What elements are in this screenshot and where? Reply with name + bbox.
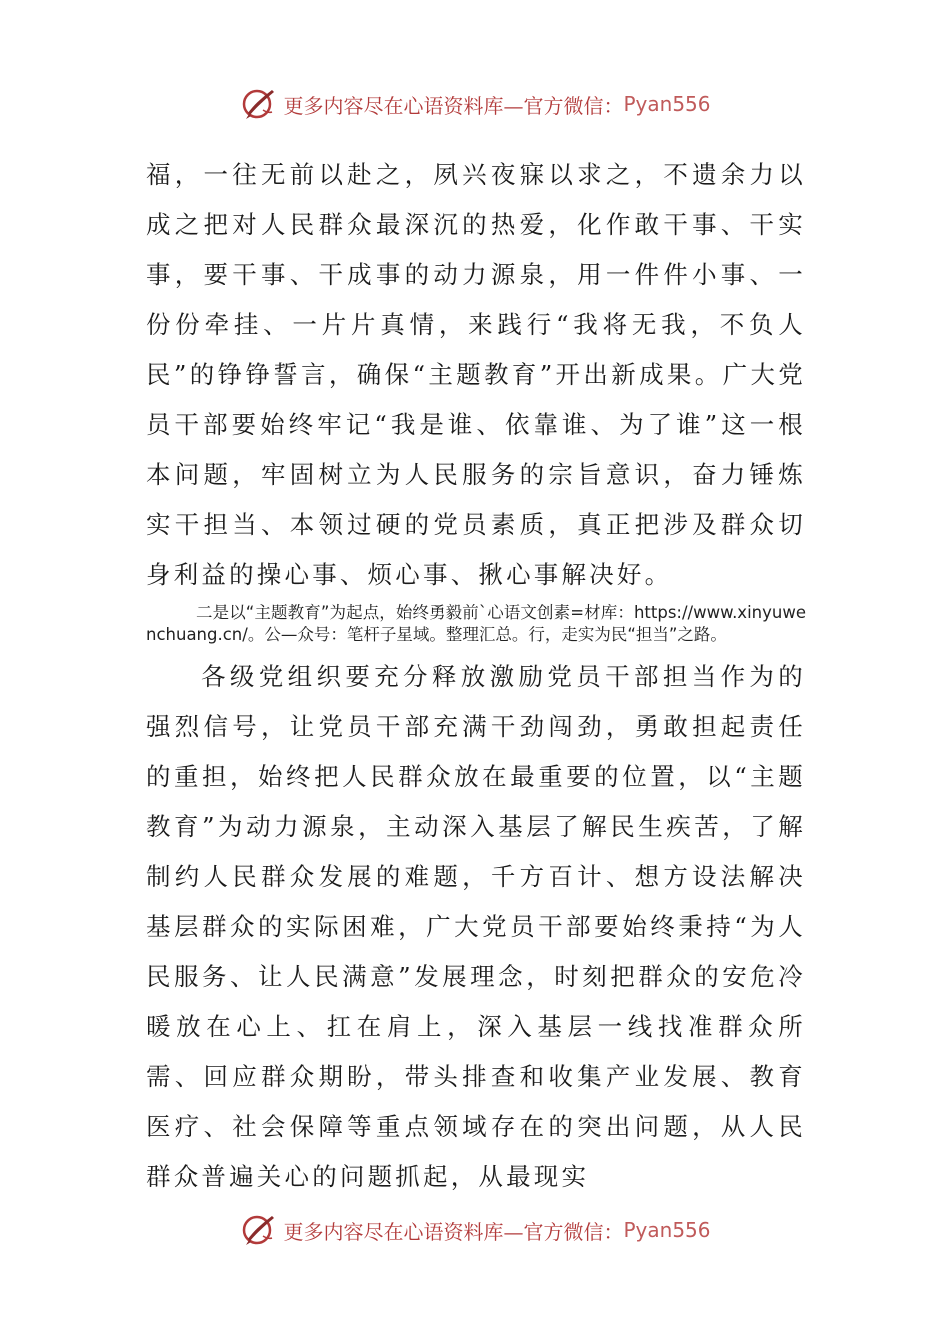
header-wechat-id: Pyan556 (623, 92, 711, 116)
body-paragraph-3: 各级党组织要充分释放激励党员干部担当作为的强烈信号，让党员干部充满干劲闯劲，勇敢担起责任的重担，始终把人民群众放在最重要的位置，以“主题教育”为动力源泉，主动深入基层了解民生疾苦，了解制约人民群众发展的难题，千方百计、想方设法解决基层群众的实际困难，广大党员干部要始终秉持“为人民服务、让人民满意”发展理念，时刻把群众的安危冷暖放在心上、扛在肩上，深入基层一线找准群众所需、回应群众期盼，带头排查和收集产业发展、教育医疗、社会保障等重点领域存在的突出问题，从人民群众普遍关心的问题抓起，从最现实 (146, 662, 806, 1191)
document-body (146, 150, 806, 1202)
header-banner-text: 更多内容尽在心语资料库—官方微信： (283, 93, 624, 118)
footer-wechat-id: Pyan556 (623, 1218, 711, 1242)
footer-banner (0, 1208, 950, 1252)
pen-circle-logo-icon (239, 84, 279, 124)
header-banner (0, 82, 950, 126)
pen-circle-logo-icon (239, 1210, 279, 1250)
body-paragraph-2: 二是以“主题教育”为起点，始终勇毅前`心语文创素=材库：https://www.xinyuwenchuang.cn/。公—众号：笔杆子星域。整理汇总。行，走实为民“担当”之路。 (146, 603, 806, 644)
footer-banner-text: 更多内容尽在心语资料库—官方微信： (283, 1219, 624, 1244)
body-paragraph-1: 福，一往无前以赴之，夙兴夜寐以求之，不遗余力以成之把对人民群众最深沉的热爱，化作敢干事、干实事，要干事、干成事的动力源泉，用一件件小事、一份份牵挂、一片片真情，来践行“我将无我，不负人民”的铮铮誓言，确保“主题教育”开出新成果。广大党员干部要始终牢记“我是谁、依靠谁、为了谁”这一根本问题，牢固树立为人民服务的宗旨意识，奋力锤炼实干担当、本领过硬的党员素质，真正把涉及群众切身利益的操心事、烦心事、揪心事解决好。 (146, 160, 806, 589)
